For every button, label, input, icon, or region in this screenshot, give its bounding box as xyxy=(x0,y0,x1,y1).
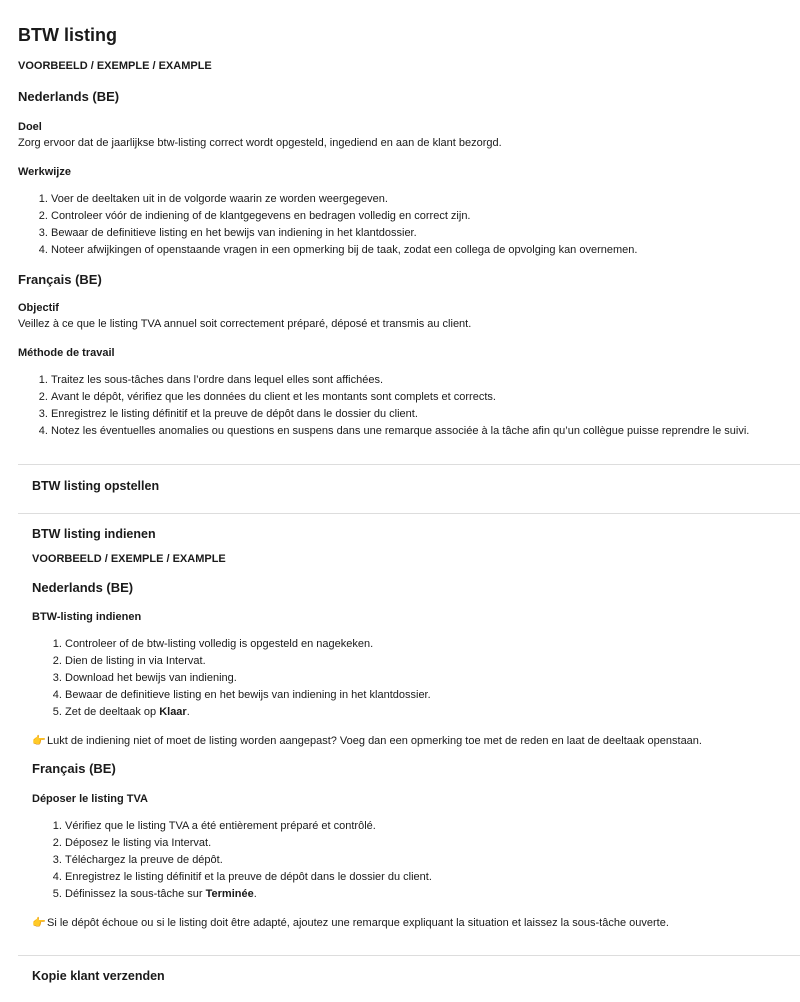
note xyxy=(32,734,800,748)
step-text: . xyxy=(253,888,257,900)
pointing-hand-icon: 👉 xyxy=(32,735,46,747)
list-item: 3. Téléchargez la preuve de dépôt. xyxy=(65,852,800,869)
pointing-hand-icon: 👉 xyxy=(32,917,46,929)
divider xyxy=(18,955,800,956)
subtask-1[interactable] xyxy=(18,478,800,494)
step-text: Définissez la sous-tâche sur xyxy=(65,888,206,900)
subtask-title[interactable]: BTW listing indienen xyxy=(32,527,156,541)
list-item: 2. Déposez le listing via Intervat. xyxy=(65,835,800,852)
step-text: . xyxy=(186,706,190,718)
goal-text-fr: Veillez à ce que le listing TVA annuel soit correctement préparé, déposé et transmis au client. xyxy=(18,318,472,330)
note xyxy=(32,916,800,930)
note-text: Lukt de indiening niet of moet de listing worden aangepast? Voeg dan een opmerking toe met de reden en laat de deeltaak openstaan. xyxy=(47,735,702,747)
status-name: Klaar xyxy=(159,706,187,718)
section-heading-nl: Nederlands (BE) xyxy=(32,580,134,595)
sub-heading: Déposer le listing TVA xyxy=(32,793,148,805)
list-item: 1. Voer de deeltaken uit in de volgorde waarin ze worden weergegeven. xyxy=(51,191,800,208)
subtask-3[interactable] xyxy=(18,968,800,984)
status-name: Terminée xyxy=(205,888,254,900)
steps-list-fr xyxy=(18,372,800,440)
list-item: 3. Bewaar de definitieve listing en het bewijs van indiening in het klantdossier. xyxy=(51,225,800,242)
page-title: BTW listing xyxy=(18,25,117,45)
example-label: VOORBEELD / EXEMPLE / EXAMPLE xyxy=(32,553,226,565)
list-item: 4. Noteer afwijkingen of openstaande vragen in een opmerking bij de taak, zodat een collega de opvolging kan overnemen. xyxy=(51,242,800,259)
section-heading-fr: Français (BE) xyxy=(18,272,102,287)
sub-heading: BTW-listing indienen xyxy=(32,611,142,623)
divider xyxy=(18,464,800,465)
list-item xyxy=(65,704,800,721)
section-heading-nl: Nederlands (BE) xyxy=(18,89,120,104)
list-item: 1. Traitez les sous-tâches dans l’ordre dans lequel elles sont affichées. xyxy=(51,372,800,389)
goal-label-fr: Objectif xyxy=(18,302,59,314)
step-text: Zet de deeltaak op xyxy=(65,706,160,718)
list-item: 3. Download het bewijs van indiening. xyxy=(65,670,800,687)
subtask-title[interactable]: BTW listing opstellen xyxy=(32,479,160,493)
section-heading-fr: Français (BE) xyxy=(32,761,116,776)
method-label: Werkwijze xyxy=(18,166,71,178)
note-text: Si le dépôt échoue ou si le listing doit être adapté, ajoutez une remarque expliquant la situation et laissez la sous-tâche ouverte. xyxy=(47,917,669,929)
list-item: 4. Notez les éventuelles anomalies ou questions en suspens dans une remarque associée à la tâche afin qu’un collègue puisse reprendre le suivi. xyxy=(51,423,800,440)
list-item: 1. Controleer of de btw-listing volledig is opgesteld en nagekeken. xyxy=(65,636,800,653)
list-item: 1. Vérifiez que le listing TVA a été entièrement préparé et contrôlé. xyxy=(65,818,800,835)
method-label-fr: Méthode de travail xyxy=(18,347,115,359)
divider xyxy=(18,513,800,514)
steps-list-nl xyxy=(32,636,800,721)
steps-list-fr xyxy=(32,818,800,903)
steps-list-nl xyxy=(18,191,800,259)
list-item: 4. Enregistrez le listing définitif et la preuve de dépôt dans le dossier du client. xyxy=(65,869,800,886)
subtask-title[interactable]: Kopie klant verzenden xyxy=(32,969,165,983)
list-item: 2. Controleer vóór de indiening of de klantgegevens en bedragen volledig en correct zijn. xyxy=(51,208,800,225)
subtask-2[interactable] xyxy=(18,526,800,930)
list-item: 2. Avant le dépôt, vérifiez que les données du client et les montants sont complets et corrects. xyxy=(51,389,800,406)
example-label: VOORBEELD / EXEMPLE / EXAMPLE xyxy=(18,60,212,72)
goal-text: Zorg ervoor dat de jaarlijkse btw-listing correct wordt opgesteld, ingediend en aan de klant bezorgd. xyxy=(18,137,502,149)
list-item: 2. Dien de listing in via Intervat. xyxy=(65,653,800,670)
list-item: 3. Enregistrez le listing définitif et la preuve de dépôt dans le dossier du client. xyxy=(51,406,800,423)
goal-label: Doel xyxy=(18,121,42,133)
list-item: 4. Bewaar de definitieve listing en het bewijs van indiening in het klantdossier. xyxy=(65,687,800,704)
list-item xyxy=(65,886,800,903)
